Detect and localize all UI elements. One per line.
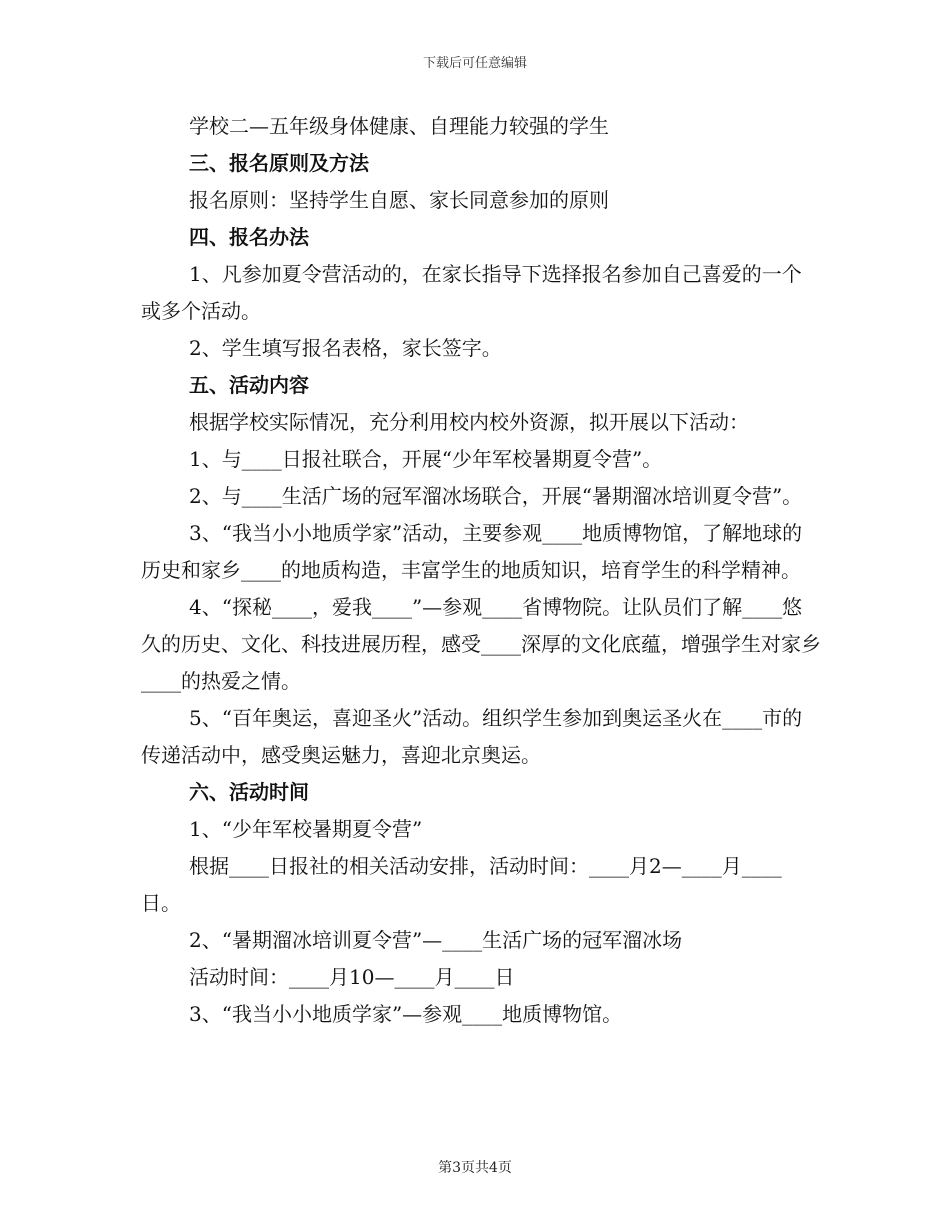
- list-item-6-2: 2、“暑期溜冰培训夏令营”—____生活广场的冠军溜冰场: [189, 928, 683, 952]
- section-heading-5: 五、活动内容: [189, 373, 309, 397]
- list-item-4-2: 2、学生填写报名表格，家长签字。: [189, 336, 502, 360]
- list-item-5-5: 5、“百年奥运，喜迎圣火”活动。组织学生参加到奥运圣火在____市的传递活动中，感受奥运魅力，喜迎北京奥运。: [141, 706, 803, 767]
- list-item-5-4: 4、“探秘____，爱我____”—参观____省博物院。让队员们了解____悠久的历史、文化、科技进展历程，感受____深厚的文化底蕴，增强学生对家乡____的热爱之情。: [141, 595, 821, 693]
- paragraph-eligible-students: 学校二—五年级身体健康、自理能力较强的学生: [189, 114, 609, 138]
- header-note: 下载后可任意编辑: [422, 56, 527, 71]
- list-item-5-2: 2、与____生活广场的冠军溜冰场联合，开展“暑期溜冰培训夏令营”。: [189, 484, 803, 508]
- paragraph-schedule-2: 活动时间：____月10—____月____日: [189, 965, 515, 989]
- list-item-5-1: 1、与____日报社联合，开展“少年军校暑期夏令营”。: [189, 447, 663, 471]
- paragraph-activity-intro: 根据学校实际情况，充分利用校内校外资源，拟开展以下活动：: [189, 410, 749, 434]
- list-item-5-3: 3、“我当小小地质学家”活动，主要参观____地质博物馆，了解地球的历史和家乡____的地质构造，丰富学生的地质知识，培育学生的科学精神。: [141, 521, 803, 582]
- paragraph-registration-principle: 报名原则：坚持学生自愿、家长同意参加的原则: [189, 188, 609, 212]
- list-item-6-3: 3、“我当小小地质学家”—参观____地质博物馆。: [189, 1002, 623, 1026]
- list-item-4-1: 1、凡参加夏令营活动的，在家长指导下选择报名参加自己喜爱的一个或多个活动。: [141, 262, 802, 323]
- section-heading-4: 四、报名办法: [189, 225, 309, 249]
- list-item-6-1: 1、“少年军校暑期夏令营”: [189, 817, 423, 841]
- paragraph-schedule-1: 根据____日报社的相关活动安排，活动时间：____月2—____月____日。: [141, 854, 782, 915]
- page-indicator: 第3页共4页: [438, 1160, 512, 1176]
- section-heading-6: 六、活动时间: [189, 780, 309, 804]
- section-heading-3: 三、报名原则及方法: [189, 151, 369, 175]
- document-body: [141, 108, 821, 1033]
